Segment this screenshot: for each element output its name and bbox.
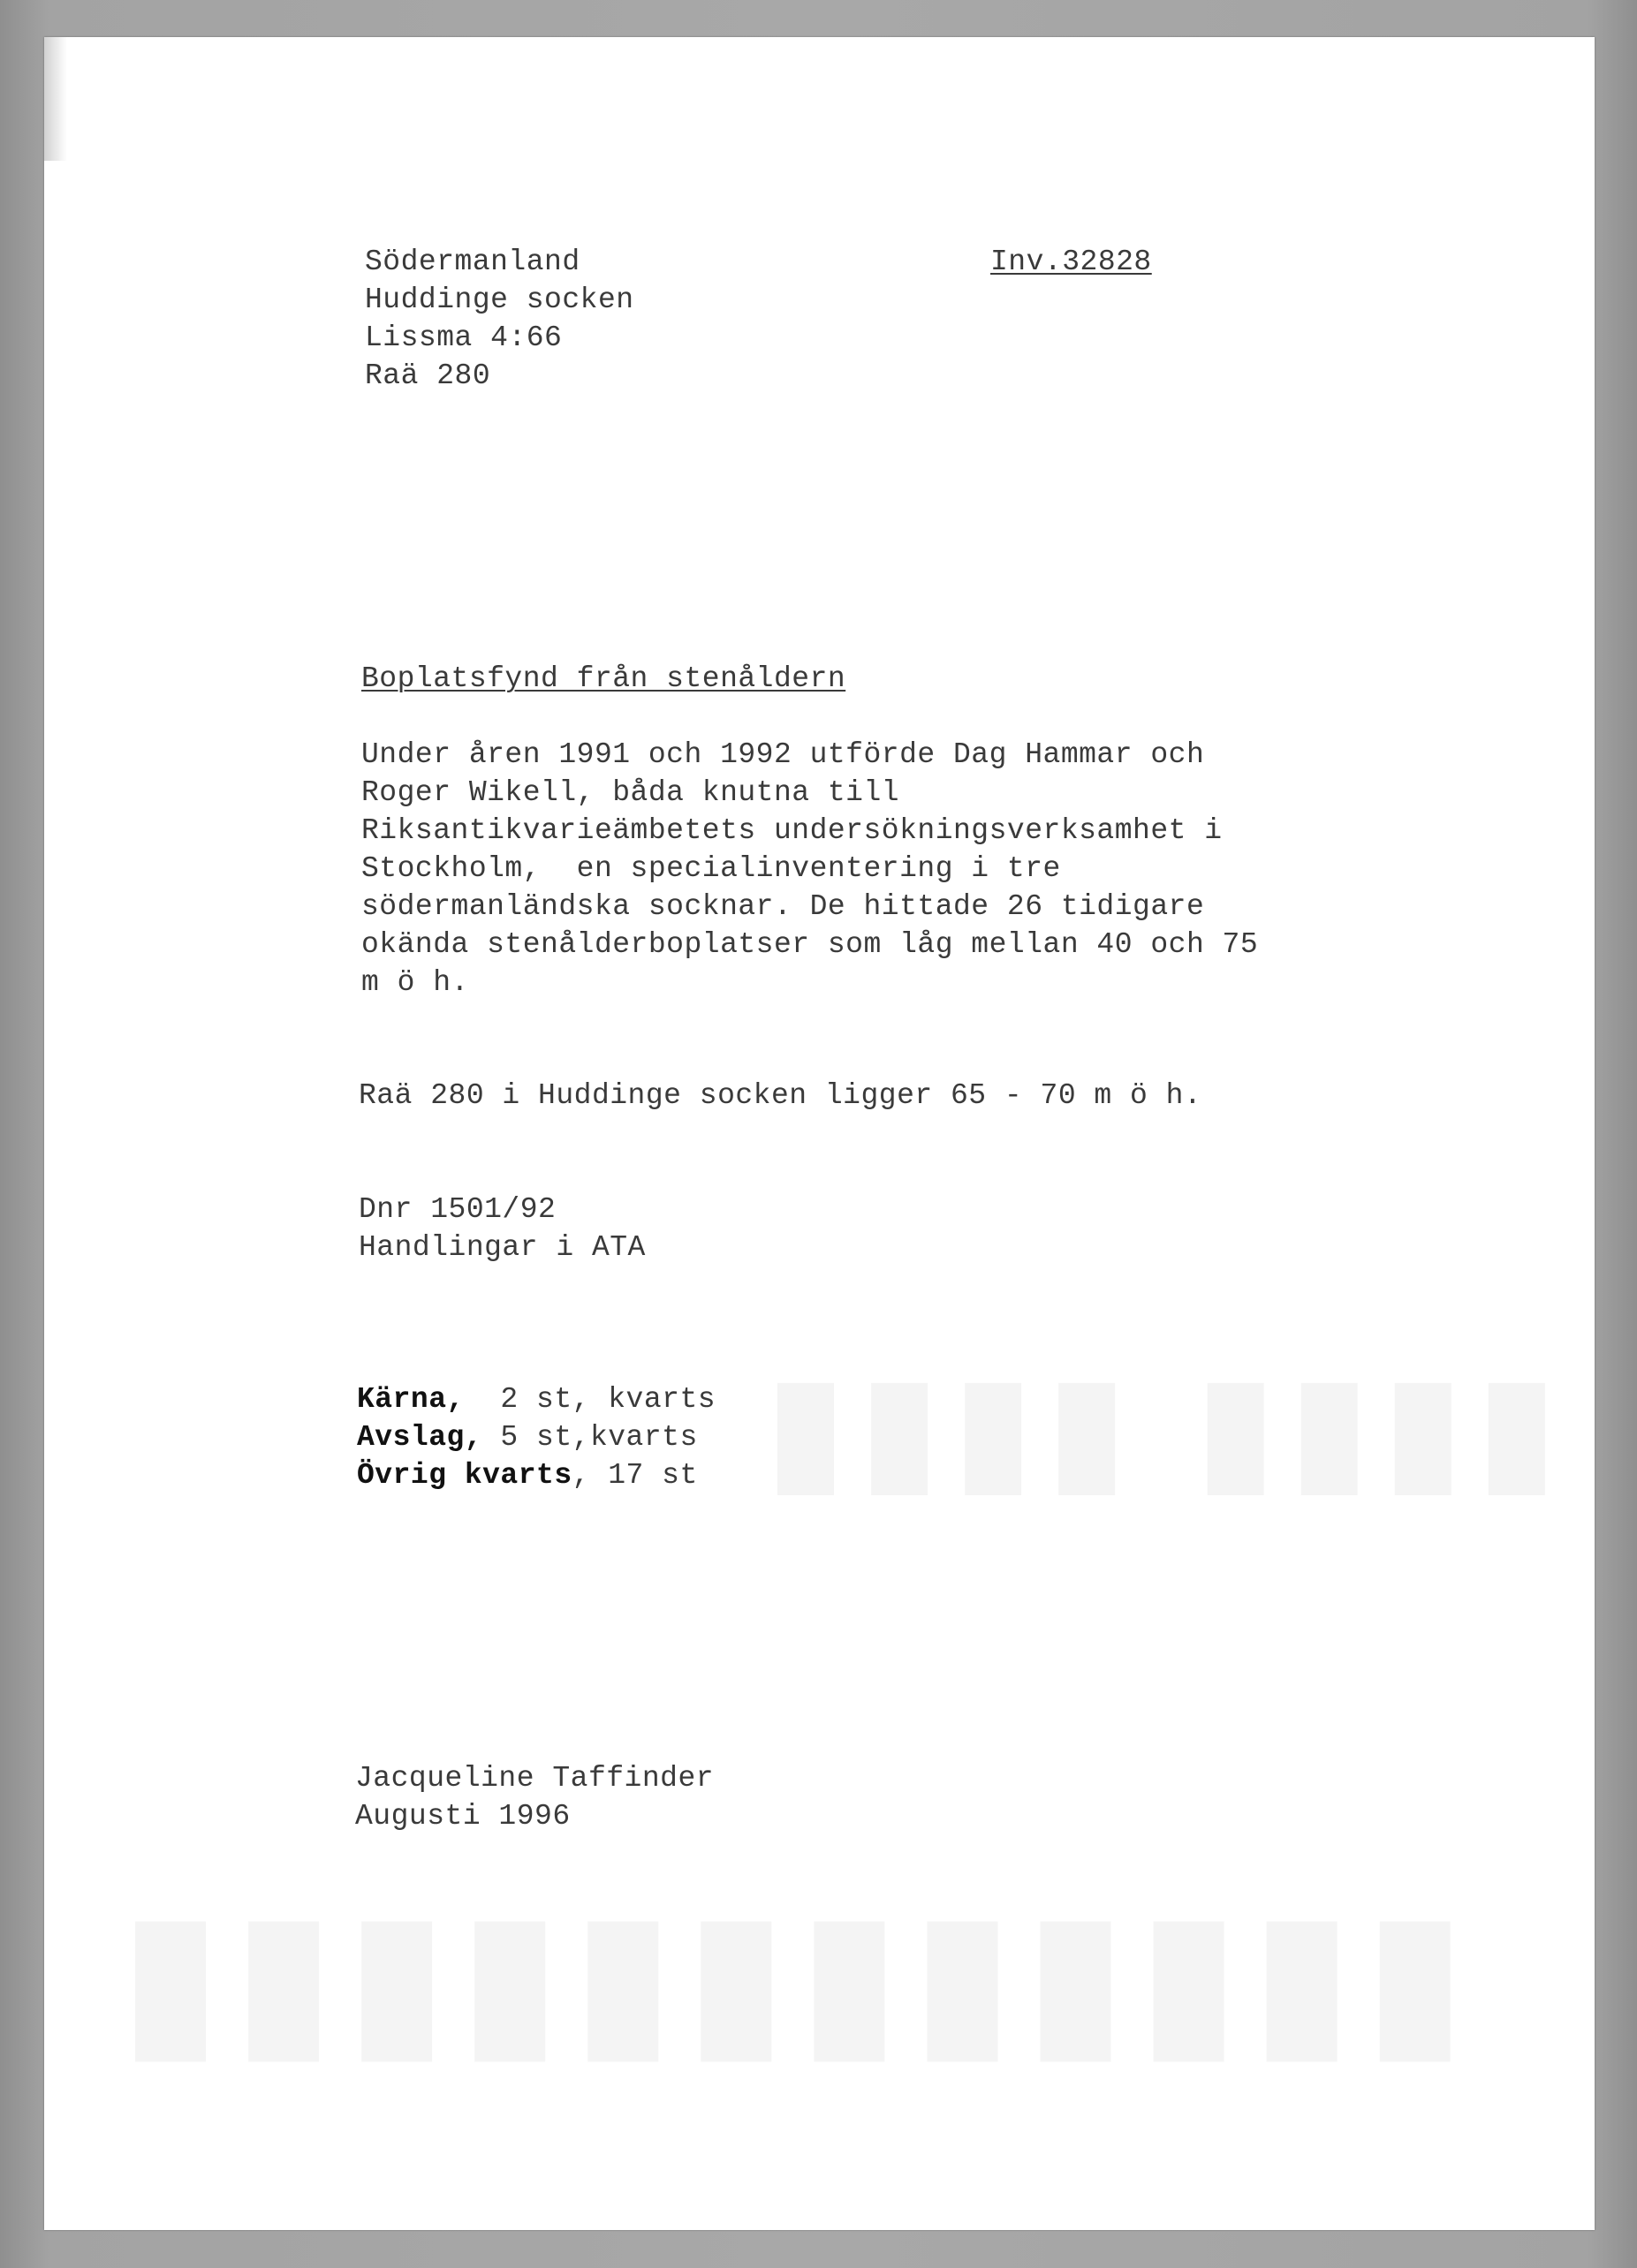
header-raa: Raä 280: [365, 359, 491, 392]
elevation-note: Raä 280 i Huddinge socken ligger 65 - 70 m ö h.: [359, 1079, 1202, 1112]
paragraph-line: södermanländska socknar. De hittade 26 tidigare: [361, 890, 1205, 923]
binding-shadow: [44, 37, 67, 161]
show-through-text: [751, 1344, 1556, 1509]
paragraph-line: okända stenålderboplatser som låg mellan 40 och 75: [361, 928, 1259, 961]
inventory-number: Inv.32828: [990, 246, 1152, 278]
archive-reference: Handlingar i ATA: [359, 1231, 646, 1264]
find-label: Avslag,: [357, 1421, 483, 1454]
find-item: [357, 1380, 716, 1418]
find-label: Övrig kvarts: [357, 1459, 572, 1492]
find-item: [357, 1456, 698, 1494]
paragraph-line: Riksantikvarieämbetets undersökningsverksamhet i: [361, 814, 1223, 847]
header-region: Södermanland: [365, 246, 580, 278]
find-label: Kärna,: [357, 1383, 465, 1416]
signature-author: Jacqueline Taffinder: [355, 1762, 715, 1795]
document-page: [44, 37, 1595, 2230]
find-detail: 2 st, kvarts: [464, 1383, 716, 1416]
find-detail: , 17 st: [572, 1459, 698, 1492]
signature-date: Augusti 1996: [355, 1800, 571, 1833]
paragraph-line: Stockholm, en specialinventering i tre: [361, 852, 1061, 885]
paragraph-line: Under åren 1991 och 1992 utförde Dag Hammar och: [361, 738, 1205, 771]
paragraph-line: m ö h.: [361, 966, 469, 999]
header-property: Lissma 4:66: [365, 321, 563, 354]
document-title: Boplatsfynd från stenåldern: [361, 662, 846, 695]
find-detail: 5 st,kvarts: [482, 1421, 698, 1454]
paragraph-line: Roger Wikell, båda knutna till: [361, 776, 900, 809]
show-through-text: [106, 1874, 1464, 2080]
find-item: [357, 1418, 698, 1456]
dnr-reference: Dnr 1501/92: [359, 1193, 557, 1226]
header-parish: Huddinge socken: [365, 284, 634, 316]
